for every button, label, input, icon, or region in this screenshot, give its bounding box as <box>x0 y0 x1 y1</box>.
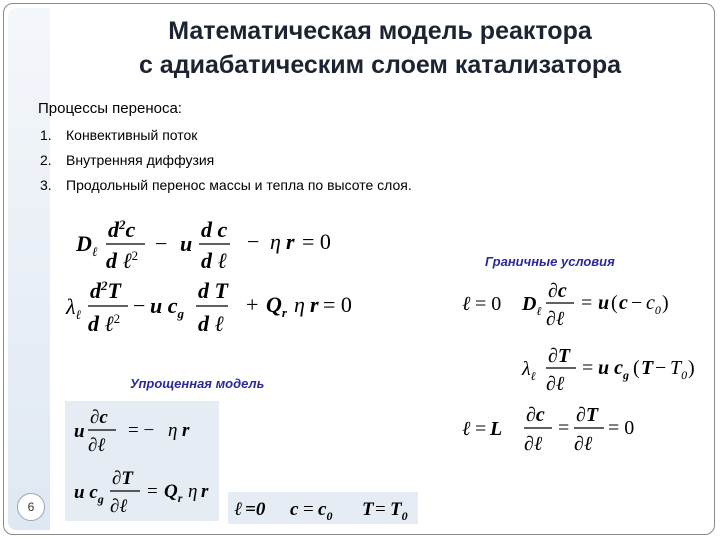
svg-text:= 0: = 0 <box>323 292 352 317</box>
svg-text:∂ℓ: ∂ℓ <box>524 433 543 455</box>
svg-text:∂c: ∂c <box>90 407 108 428</box>
svg-text:∂c: ∂c <box>548 280 567 302</box>
svg-text:= 0: = 0 <box>608 417 635 439</box>
svg-text:−: − <box>155 231 168 256</box>
svg-text:r: r <box>182 420 190 441</box>
svg-text:λℓ: $\lambda_\ell$ <box>522 358 536 383</box>
svg-text:Dℓ: $D_\ell$ <box>522 293 542 318</box>
list-number: 1. <box>40 127 52 143</box>
svg-text:d2T: $d^2T$ <box>90 278 121 303</box>
simplified-model-label: Упрощенная модель <box>130 376 265 391</box>
svg-text:d ℓ: d ℓ <box>201 248 227 273</box>
svg-text:−: − <box>247 229 260 254</box>
svg-text:+: + <box>246 292 259 317</box>
svg-text:η: η <box>168 420 178 441</box>
svg-text:u: u <box>180 231 193 256</box>
svg-text:ℓ: ℓ <box>234 499 242 520</box>
svg-text:c0: $c_0$ <box>318 499 333 523</box>
svg-text:=: = <box>303 499 314 520</box>
title-line-2: с адиабатическим слоем катализатора <box>138 51 622 79</box>
svg-text:∂ℓ: ∂ℓ <box>546 308 565 330</box>
svg-text:=: = <box>375 499 386 520</box>
boundary-condition-inlet-mass <box>462 280 669 330</box>
boundary-condition-inlet-heat <box>521 345 695 395</box>
svg-text:= 0: = 0 <box>302 229 331 254</box>
svg-text:Qr: $Q_r$ <box>266 292 287 320</box>
svg-text:=: = <box>582 357 594 379</box>
svg-text:=0: =0 <box>245 499 266 520</box>
list-text: Внутренняя диффузия <box>66 152 215 168</box>
svg-text:η: η <box>270 229 281 254</box>
svg-text:∂T: ∂T <box>112 468 133 489</box>
svg-text:u cg: u $c_g$ <box>150 293 184 321</box>
svg-text:u: u <box>74 421 85 442</box>
svg-text:(: ( <box>611 292 618 314</box>
svg-text:∂T: ∂T <box>576 404 599 426</box>
processes-heading: Процессы переноса: <box>38 100 182 117</box>
initial-condition-equation <box>234 499 408 523</box>
svg-text:): ) <box>662 292 669 314</box>
list-text: Продольный перенос массы и тепла по высоте слоя. <box>66 177 412 193</box>
simplified-equation-heat <box>74 468 209 517</box>
svg-text:u cg: u $c_g$ <box>74 482 104 506</box>
svg-text:∂ℓ: ∂ℓ <box>574 433 593 455</box>
svg-text:): ) <box>688 357 695 379</box>
svg-text:=: = <box>581 292 593 314</box>
svg-text:u cg: u $c_g$ <box>598 357 629 382</box>
svg-text:T: T <box>641 357 654 379</box>
svg-text:−: − <box>655 357 667 379</box>
svg-text:c: c <box>290 499 299 520</box>
boundary-conditions-label: Граничные условия <box>485 254 615 269</box>
svg-text:(: ( <box>633 357 640 379</box>
svg-text:Qr: $Q_r$ <box>164 481 183 505</box>
page-number-badge: 6 <box>17 493 45 521</box>
svg-text:∂T: ∂T <box>548 345 571 367</box>
svg-text:η: η <box>294 292 305 317</box>
title-line-1: Математическая модель реактора <box>168 17 592 45</box>
svg-text:T0: $T_0$ <box>390 499 408 523</box>
svg-text:d ℓ2: d ℓ$^2$ <box>88 311 121 336</box>
boundary-condition-outlet <box>462 404 634 455</box>
svg-text:r: r <box>310 292 319 317</box>
svg-text:r: r <box>286 229 295 254</box>
svg-text:ℓ: ℓ <box>462 418 471 440</box>
svg-text:d ℓ: d ℓ <box>198 311 224 336</box>
svg-text:r: r <box>201 481 209 502</box>
list-number: 2. <box>40 152 52 168</box>
svg-text:−: − <box>133 293 146 318</box>
svg-text:= 0: = 0 <box>475 293 502 315</box>
list-text: Конвективный поток <box>66 127 198 143</box>
svg-text:u: u <box>598 292 610 314</box>
svg-text:T: T <box>362 499 374 520</box>
svg-text:ℓ: ℓ <box>462 293 471 315</box>
svg-text:∂c: ∂c <box>526 404 545 426</box>
svg-text:η: η <box>188 481 198 502</box>
svg-text:d c: d c <box>201 217 228 242</box>
svg-text:= −: = − <box>128 420 155 441</box>
svg-text:Dℓ: $D_\ell$ <box>76 231 98 259</box>
list-number: 3. <box>40 177 52 193</box>
svg-text:λℓ: $\lambda_\ell$ <box>66 294 81 322</box>
svg-text:c0: $c_0$ <box>646 292 661 317</box>
svg-text:d2c: $d^2c$ <box>108 217 136 242</box>
svg-text:=: = <box>475 418 487 440</box>
svg-text:=: = <box>147 481 158 502</box>
svg-text:T0: $T_0$ <box>670 357 688 382</box>
svg-text:d T: d T <box>198 278 228 303</box>
simplified-equation-mass <box>74 407 190 456</box>
svg-text:=: = <box>558 417 570 439</box>
svg-text:c: c <box>619 292 628 314</box>
equation-heat-balance <box>65 278 352 336</box>
svg-text:−: − <box>631 292 643 314</box>
svg-text:∂ℓ: ∂ℓ <box>546 373 565 395</box>
equation-mass-balance <box>75 217 331 273</box>
svg-text:d ℓ2: d ℓ$^2$ <box>106 248 139 273</box>
svg-text:L: L <box>490 418 503 440</box>
svg-text:∂ℓ: ∂ℓ <box>110 496 128 517</box>
svg-text:∂ℓ: ∂ℓ <box>88 435 106 456</box>
